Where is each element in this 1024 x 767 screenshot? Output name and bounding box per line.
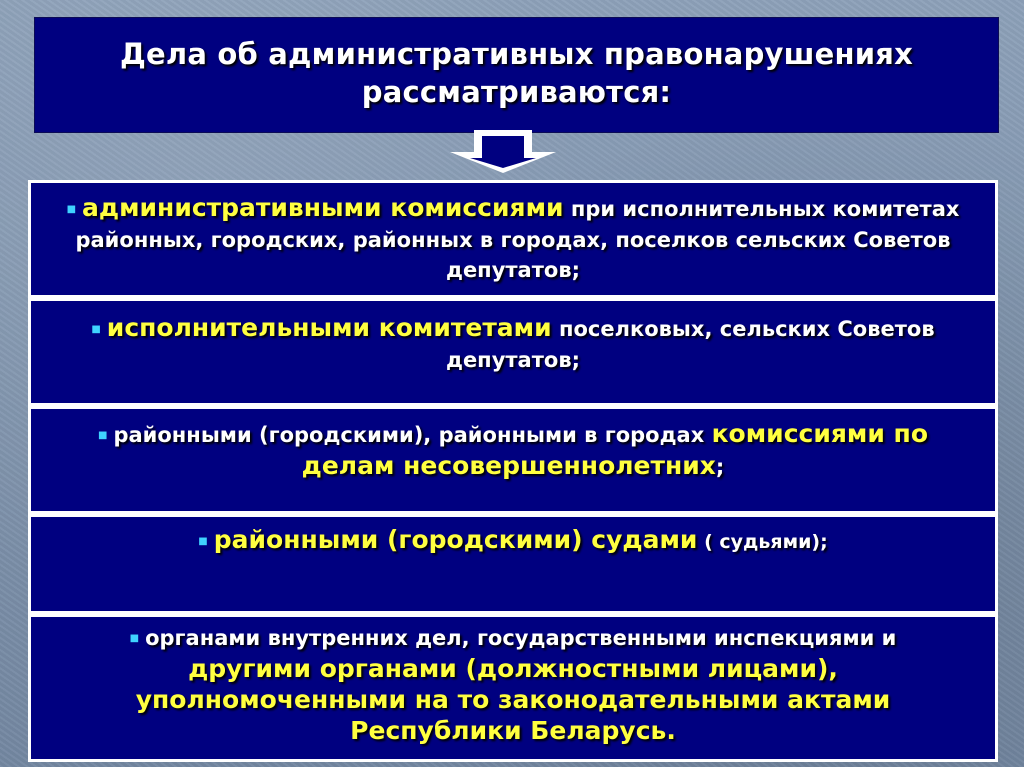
item-highlight: районными (городскими) судами [213, 525, 698, 554]
item-highlight: другими органами (должностными лицами), уполномоченными на то законодательными актами Республики Беларусь. [135, 654, 891, 745]
item-highlight: исполнительными комитетами [106, 313, 552, 342]
item-text: ( судьями); [697, 531, 828, 553]
slide-title: Дела об административных правонарушениях рассматриваются: [120, 37, 913, 109]
title-panel [35, 18, 998, 132]
list-item-juvenile-commissions [28, 406, 998, 514]
item-highlight: административными комиссиями [82, 193, 564, 222]
item-text: при исполнительных комитетах районных, городских, районных в городах, поселков сельских Советов депутатов; [75, 197, 960, 282]
bullet-icon: ■ [198, 536, 208, 547]
item-text: районными (городскими), районными в городах [113, 423, 712, 447]
bullet-icon: ■ [129, 633, 140, 644]
down-arrow-icon [444, 128, 562, 176]
bullet-icon: ■ [98, 430, 108, 441]
bullet-icon: ■ [66, 204, 77, 215]
list-item-executive-committees [28, 298, 998, 406]
bullet-icon: ■ [91, 324, 101, 335]
item-text: органами внутренних дел, государственными инспекциями и [145, 626, 897, 650]
item-text: поселковых, сельских Советов депутатов; [445, 317, 935, 372]
item-highlight: комиссиями по делам несовершеннолетних [301, 419, 928, 480]
list-item-internal-affairs [28, 614, 998, 762]
list-item-courts [28, 514, 998, 614]
list-item-admin-commissions [28, 180, 998, 298]
item-text-end: ; [715, 455, 725, 479]
